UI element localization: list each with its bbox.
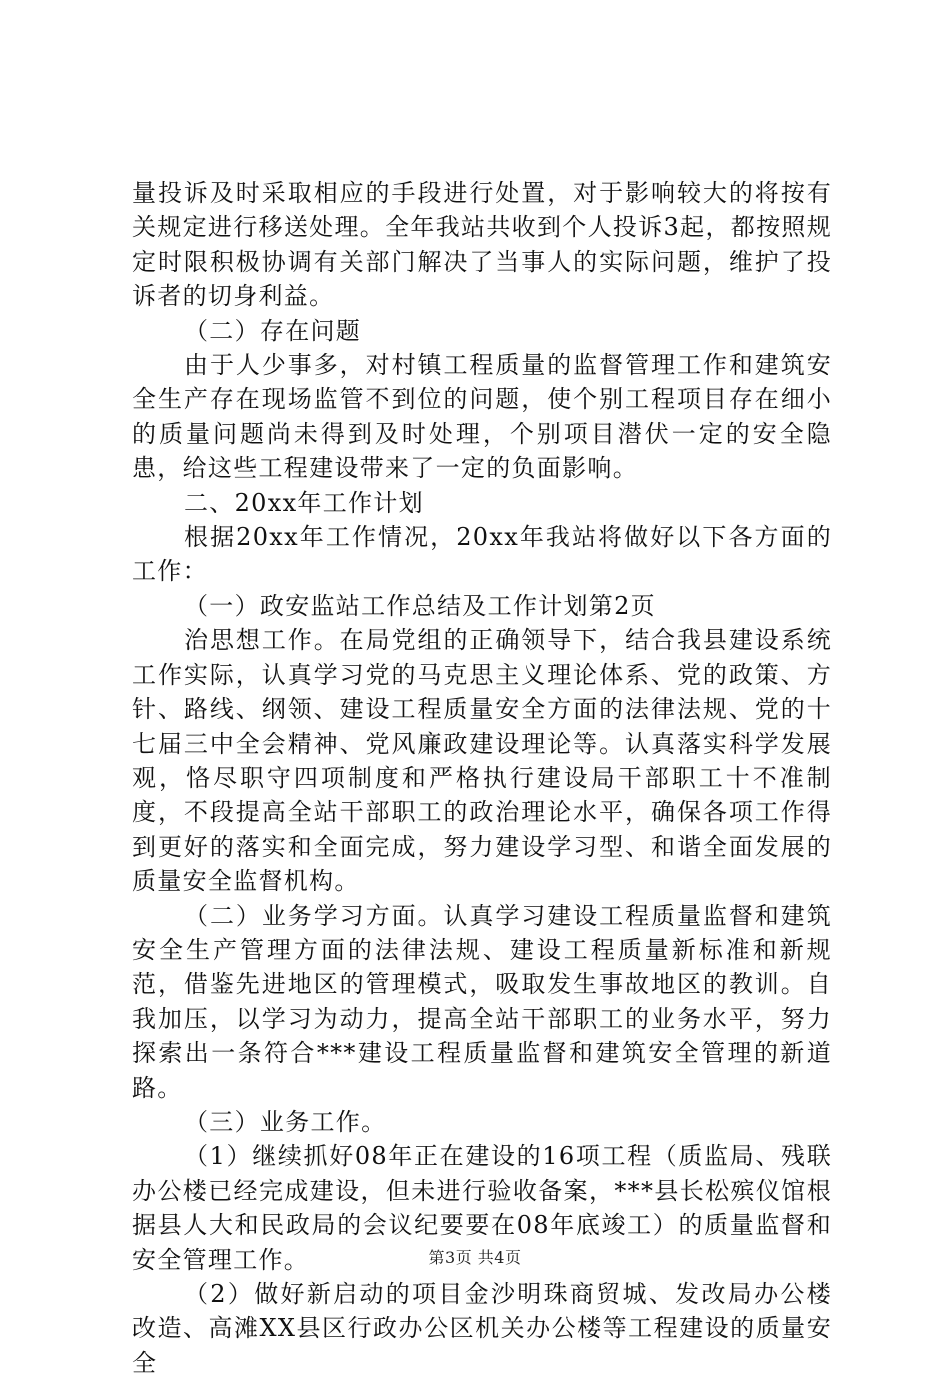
section-heading-problems: （二）存在问题 — [184, 316, 362, 345]
page-footer: 第3页 共4页 — [428, 1248, 522, 1267]
paragraph-business-study: （二）业务学习方面。认真学习建设工程质量监督和建筑安全生产管理方面的法律法规、建设工程质量新标准和新规范，借鉴先进地区的管理模式，吸取发生事故地区的教训。自我加压，以学习为动力，提高全站干部职工的业务水平，努力探索出一条符合***建设工程质量监督和建筑安全管理的新道路。 — [132, 901, 832, 1102]
paragraph-item-1: （1）继续抓好08年正在建设的16项工程（质监局、残联办公楼已经完成建设，但未进行验收备案，***县长松殡仪馆根据县人大和民政局的会议纪要要在08年底竣工）的质量监督和安全管理工作。 — [132, 1142, 832, 1274]
paragraph-complaints: 量投诉及时采取相应的手段进行处置，对于影响较大的将按有关规定进行移送处理。全年我站共收到个人投诉3起，都按照规定时限积极协调有关部门解决了当事人的实际问题，维护了投诉者的切身利益。 — [132, 179, 832, 311]
document-body — [132, 176, 832, 1380]
section-heading-work-plan: 二、20xx年工作计划 — [184, 488, 424, 517]
paragraph-item-2: （2）做好新启动的项目金沙明珠商贸城、发改局办公楼改造、高滩XX县区行政办公区机关办公楼等工程建设的质量安全 — [132, 1280, 832, 1377]
section-heading-political-work: （一）政安监站工作总结及工作计划第2页 — [184, 591, 656, 620]
paragraph-plan-intro: 根据20xx年工作情况，20xx年我站将做好以下各方面的工作： — [132, 523, 832, 586]
section-heading-business-work: （三）业务工作。 — [184, 1107, 387, 1136]
paragraph-problems: 由于人少事多，对村镇工程质量的监督管理工作和建筑安全生产存在现场监管不到位的问题，使个别工程项目存在细小的质量问题尚未得到及时处理，个别项目潜伏一定的安全隐患，给这些工程建设带来了一定的负面影响。 — [132, 351, 832, 483]
paragraph-political-work: 治思想工作。在局党组的正确领导下，结合我县建设系统工作实际，认真学习党的马克思主义理论体系、党的政策、方针、路线、纲领、建设工程质量安全方面的法律法规、党的十七届三中全会精神、党风廉政建设理论等。认真落实科学发展观，恪尽职守四项制度和严格执行建设局干部职工十不准制度，不段提高全站干部职工的政治理论水平，确保各项工作得到更好的落实和全面完成，努力建设学习型、和谐全面发展的质量安全监督机构。 — [132, 626, 832, 896]
